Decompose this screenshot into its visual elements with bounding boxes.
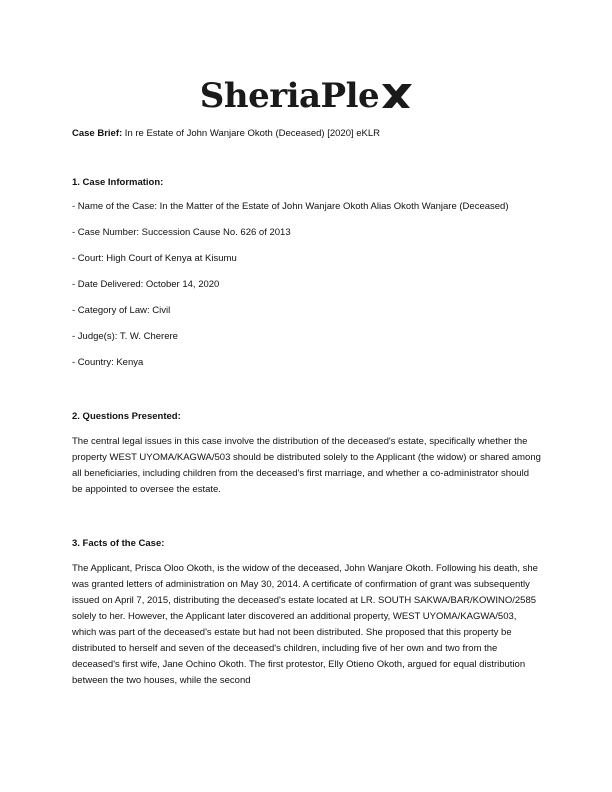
case-information-heading: 1. Case Information:: [72, 177, 164, 188]
court-item: - Court: High Court of Kenya at Kisumu: [72, 253, 237, 264]
questions-presented-heading: 2. Questions Presented:: [72, 411, 181, 422]
country-item: - Country: Kenya: [72, 357, 144, 368]
category-of-law-item: - Category of Law: Civil: [72, 305, 171, 316]
questions-presented-section: [72, 409, 542, 498]
logo-wordmark: SheriaPle: [199, 76, 380, 116]
case-brief-label: Case Brief:: [72, 128, 123, 139]
case-name-item: - Name of the Case: In the Matter of the Estate of John Wanjare Okoth Alias Okoth Wanjare (Deceased): [72, 201, 509, 212]
x-mark-logo-icon: [380, 80, 412, 112]
facts-section: [72, 536, 542, 689]
facts-heading: 3. Facts of the Case:: [72, 538, 165, 549]
document-body: [72, 126, 542, 689]
case-information-list: [72, 199, 542, 371]
questions-presented-paragraph: The central legal issues in this case involve the distribution of the deceased's estate, specifically whether the property WEST UYOMA/KAGWA/503 should be distributed solely to the Applicant (the widow) or shared among all beneficiaries, including children from the deceased's first marriage, and whether a co-administrator should be appointed to oversee the estate.: [72, 436, 541, 495]
case-brief-line: [72, 126, 542, 142]
judges-item: - Judge(s): T. W. Cherere: [72, 331, 178, 342]
facts-paragraph: The Applicant, Prisca Oloo Okoth, is the widow of the deceased, John Wanjare Okoth. Following his death, she was granted letters of administration on May 30, 2014. A certificate of confirmation of grant was subsequently issued on April 7, 2015, distributing the deceased's estate located at LR. SOUTH SAKWA/BAR/KOWINO/2585 solely to her. However, the Applicant later discovered an additional property, WEST UYOMA/KAGWA/503, which was part of the deceased's estate but had not been distributed. She proposed that this property be distributed to herself and seven of the deceased's children, including five of her own and two from the deceased's first wife, Jane Ochino Okoth. The first protestor, Elly Otieno Okoth, argued for equal distribution between the two houses, while the second: [72, 563, 538, 686]
case-brief-title: In re Estate of John Wanjare Okoth (Deceased) [2020] eKLR: [122, 128, 381, 139]
case-information-section: [72, 175, 542, 371]
case-number-item: - Case Number: Succession Cause No. 626 of 2013: [72, 227, 291, 238]
date-delivered-item: - Date Delivered: October 14, 2020: [72, 279, 220, 290]
sheriaplex-logo: [0, 76, 612, 116]
